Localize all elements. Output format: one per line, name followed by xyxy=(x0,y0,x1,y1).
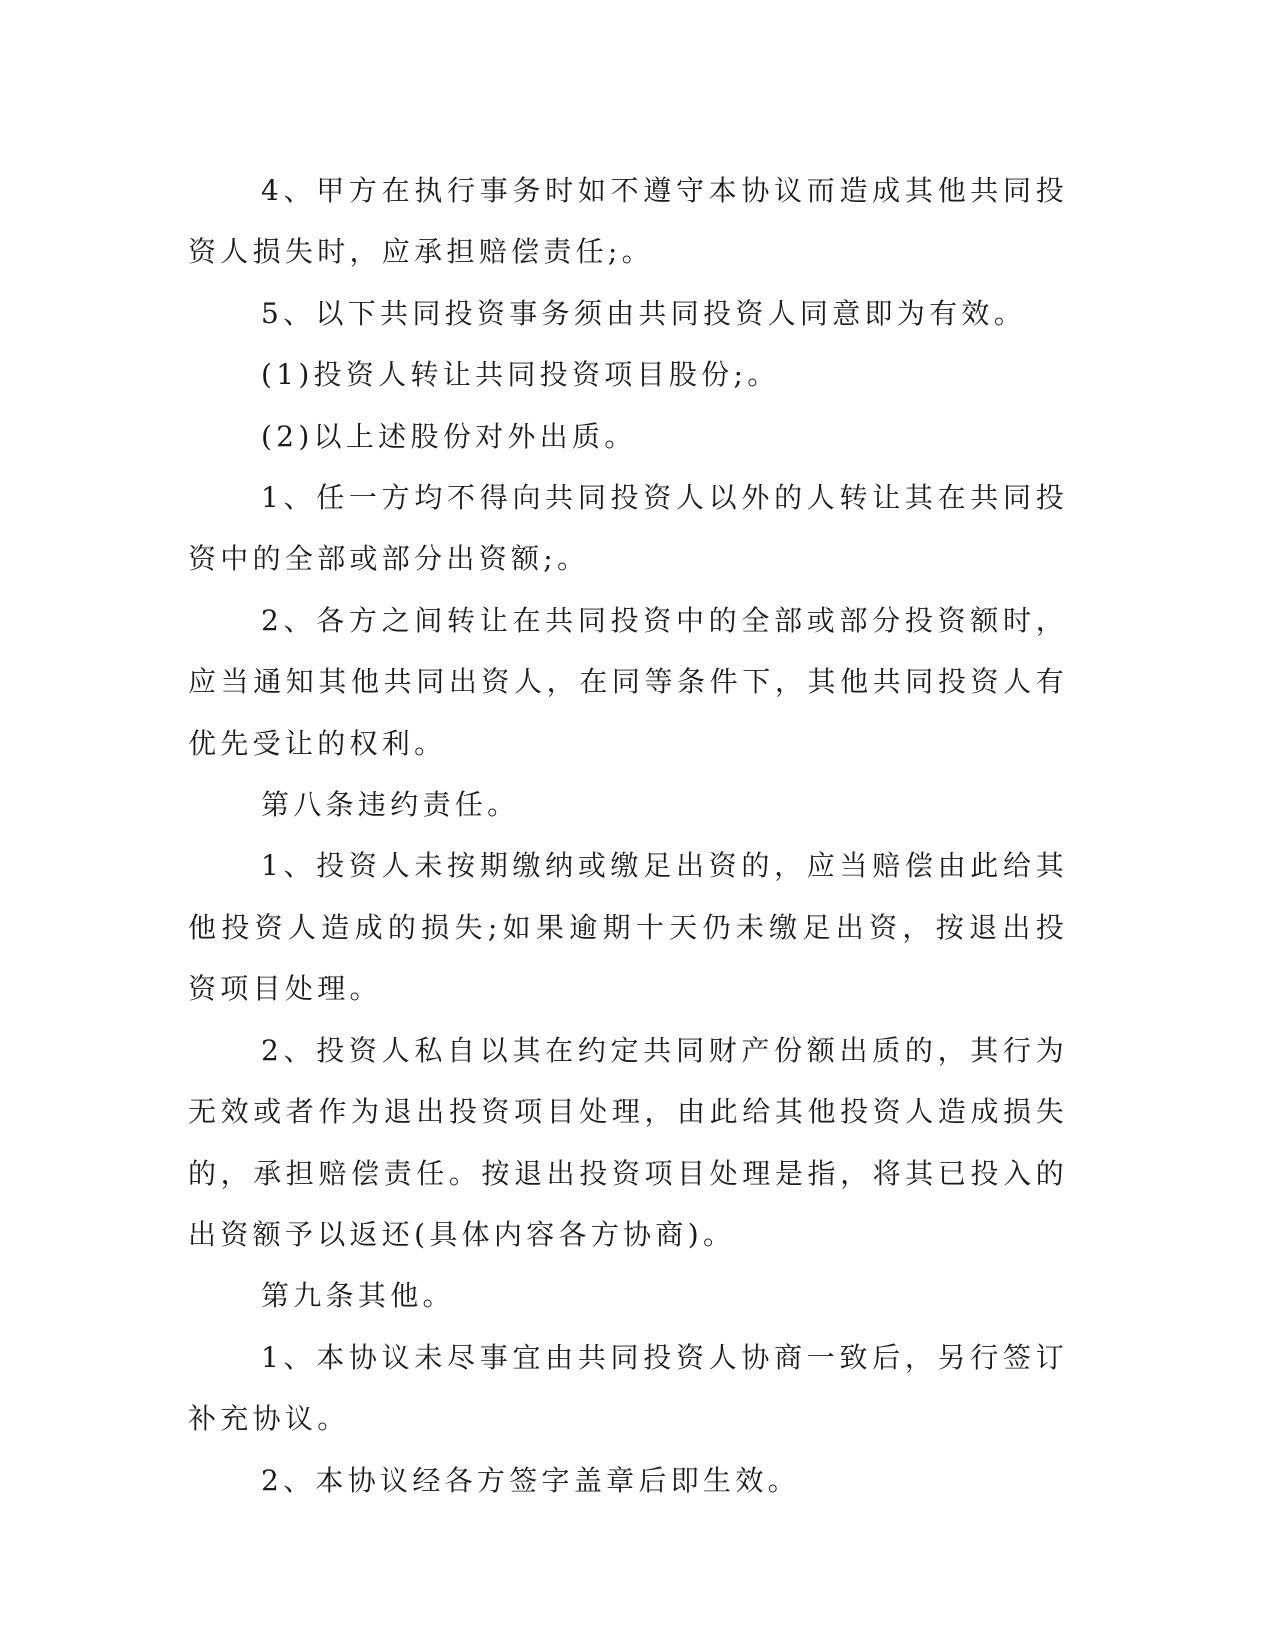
paragraph-private-pledge: 2、投资人私自以其在约定共同财产份额出质的，其行为无效或者作为退出投资项目处理，由此给其他投资人造成损失的，承担赔偿责任。按退出投资项目处理是指，将其已投入的出资额予以返还(具体内容各方协商)。 xyxy=(188,1033,1068,1251)
paragraph-priority-right: 2、各方之间转让在共同投资中的全部或部分投资额时，应当通知其他共同出资人，在同等条件下，其他共同投资人有优先受让的权利。 xyxy=(188,603,1068,760)
paragraph-supplementary: 1、本协议未尽事宜由共同投资人协商一致后，另行签订补充协议。 xyxy=(188,1340,1068,1436)
paragraph-transfer-restriction: 1、任一方均不得向共同投资人以外的人转让其在共同投资中的全部或部分出资额;。 xyxy=(188,481,1068,576)
paragraph-clause-5-consent: 5、以下共同投资事务须由共同投资人同意即为有效。 xyxy=(261,296,1027,330)
heading-article-9: 第九条其他。 xyxy=(261,1279,455,1313)
paragraph-effectiveness: 2、本协议经各方签字盖章后即生效。 xyxy=(261,1463,800,1497)
paragraph-late-payment: 1、投资人未按期缴纳或缴足出资的，应当赔偿由此给其他投资人造成的损失;如果逾期十天仍未缴足出资，按退出投资项目处理。 xyxy=(188,849,1068,1006)
paragraph-clause-4-liability: 4、甲方在执行事务时如不遵守本协议而造成其他共同投资人损失时，应承担赔偿责任;。 xyxy=(188,174,1068,269)
paragraph-item-1-transfer-shares: (1)投资人转让共同投资项目股份;。 xyxy=(261,358,780,392)
document-body xyxy=(188,160,1068,1511)
heading-article-8: 第八条违约责任。 xyxy=(261,788,520,822)
paragraph-item-2-pledge: (2)以上述股份对外出质。 xyxy=(261,419,637,453)
